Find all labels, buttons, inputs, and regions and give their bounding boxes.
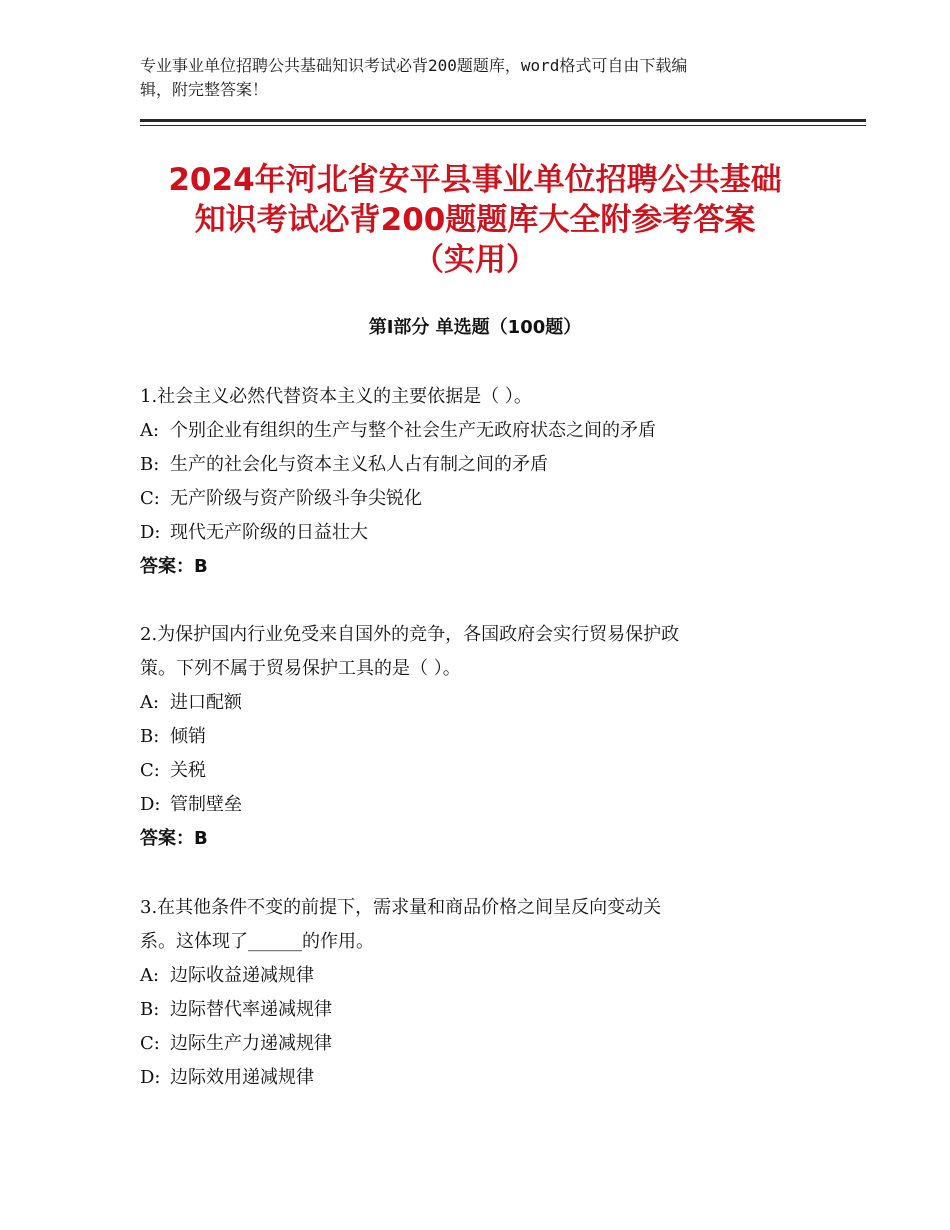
option-key: C: bbox=[140, 488, 160, 509]
question-stem bbox=[140, 380, 820, 414]
option-text: 无产阶级与资产阶级斗争尖锐化 bbox=[170, 488, 422, 509]
question-1 bbox=[140, 380, 820, 584]
title-line-2: 知识考试必背200题题库大全附参考答案 bbox=[194, 202, 756, 238]
question-2 bbox=[140, 618, 820, 856]
option-text: 现代无产阶级的日益壮大 bbox=[170, 522, 368, 543]
option-key: B: bbox=[140, 999, 160, 1020]
option-d bbox=[140, 788, 820, 822]
question-stem bbox=[140, 618, 820, 686]
option-text: 边际效用递减规律 bbox=[170, 1067, 314, 1088]
option-key: C: bbox=[140, 1033, 160, 1054]
answer-label: 答案： bbox=[140, 828, 194, 849]
option-d bbox=[140, 1061, 820, 1095]
option-a bbox=[140, 959, 820, 993]
option-key: A: bbox=[140, 965, 160, 986]
option-text: 边际收益递减规律 bbox=[170, 965, 314, 986]
question-stem-line: 3.在其他条件不变的前提下，需求量和商品价格之间呈反向变动关 bbox=[140, 897, 662, 918]
question-stem-line: 1.社会主义必然代替资本主义的主要依据是（ ）。 bbox=[140, 386, 532, 407]
option-text: 个别企业有组织的生产与整个社会生产无政府状态之间的矛盾 bbox=[170, 420, 656, 441]
document-title bbox=[120, 160, 830, 280]
option-key: D: bbox=[140, 794, 161, 815]
option-text: 边际替代率递减规律 bbox=[170, 999, 332, 1020]
answer-value: B bbox=[194, 556, 208, 577]
option-text: 管制壁垒 bbox=[170, 794, 242, 815]
option-c bbox=[140, 482, 820, 516]
option-a bbox=[140, 686, 820, 720]
title-line-3: （实用） bbox=[413, 242, 537, 278]
answer-label: 答案： bbox=[140, 556, 194, 577]
option-c bbox=[140, 1027, 820, 1061]
question-3 bbox=[140, 891, 820, 1095]
option-b bbox=[140, 720, 820, 754]
option-key: A: bbox=[140, 692, 160, 713]
option-text: 进口配额 bbox=[170, 692, 242, 713]
header-divider-thin bbox=[140, 125, 866, 126]
answer-value: B bbox=[194, 828, 208, 849]
option-a bbox=[140, 414, 820, 448]
question-stem-line: 系。这体现了______的作用。 bbox=[140, 931, 374, 952]
option-c bbox=[140, 754, 820, 788]
question-stem-line: 策。下列不属于贸易保护工具的是（ ）。 bbox=[140, 658, 461, 679]
option-text: 生产的社会化与资本主义私人占有制之间的矛盾 bbox=[170, 454, 548, 475]
option-b bbox=[140, 448, 820, 482]
answer-line bbox=[140, 550, 820, 584]
title-line-1: 2024年河北省安平县事业单位招聘公共基础 bbox=[168, 162, 782, 198]
option-text: 倾销 bbox=[170, 726, 206, 747]
option-text: 关税 bbox=[170, 760, 206, 781]
question-stem-line: 2.为保护国内行业免受来自国外的竞争，各国政府会实行贸易保护政 bbox=[140, 624, 680, 645]
option-key: B: bbox=[140, 454, 160, 475]
option-b bbox=[140, 993, 820, 1027]
option-key: A: bbox=[140, 420, 160, 441]
option-key: D: bbox=[140, 1067, 161, 1088]
option-text: 边际生产力递减规律 bbox=[170, 1033, 332, 1054]
header-divider-thick bbox=[140, 119, 866, 122]
header-note-line-1: 专业事业单位招聘公共基础知识考试必背200题题库，word格式可自由下载编 bbox=[140, 56, 688, 75]
question-stem bbox=[140, 891, 820, 959]
header-note-line-2: 辑，附完整答案！ bbox=[140, 80, 269, 99]
header-note bbox=[140, 54, 790, 102]
section-title: 第Ⅰ部分 单选题（100题） bbox=[368, 317, 582, 338]
option-key: D: bbox=[140, 522, 161, 543]
option-d bbox=[140, 516, 820, 550]
option-key: C: bbox=[140, 760, 160, 781]
answer-line bbox=[140, 822, 820, 856]
option-key: B: bbox=[140, 726, 160, 747]
